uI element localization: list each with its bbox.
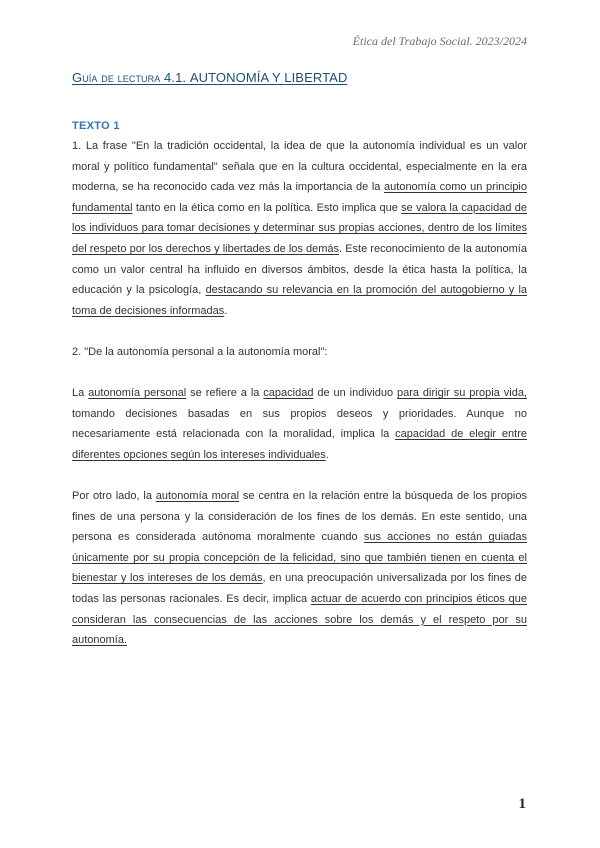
paragraph-1-highlight-2: se valora la capacidad de los individuos para tomar decisiones y determinar sus propias acciones, dentro de los límites del respeto por los derechos y libertades de los demás bbox=[72, 201, 528, 255]
title-prefix: Guía de lectura 4.1. bbox=[72, 70, 190, 85]
paragraph-1-highlight-1: autonomía como un principio fundamental bbox=[72, 181, 527, 214]
page-number: 1 bbox=[518, 796, 526, 812]
paragraph-4-highlight-2: sus acciones no están guiadas únicamente por su propia concepción de la felicidad, sino que también tienen en cuenta el bienestar y los intereses de los demás bbox=[72, 531, 527, 585]
paragraph-3-text-2: se refiere a la bbox=[186, 387, 264, 400]
paragraph-1-text-1: 1. La frase "En la tradición occidental, la idea de que la autonomía individual es un valor moral y político fundamental" señala que en la cultura occidental, especialmente en la era moderna, se ha reconocido cada vez más la importancia de la bbox=[72, 140, 527, 194]
paragraph-1-text-3: . Este reconocimiento de la autonomía como un valor central ha influido en diversos ámbitos, desde la ética hasta la política, la educación y la psicología, bbox=[72, 242, 527, 297]
running-header: Ética del Trabajo Social. 2023/2024 bbox=[352, 34, 527, 48]
paragraph-1-highlight-3: destacando su relevancia en la promoción del autogobierno y la toma de decisiones informadas bbox=[72, 284, 528, 317]
section-label: TEXTO 1 bbox=[72, 120, 120, 132]
paragraph-3-text-3: de un individuo bbox=[313, 387, 397, 400]
paragraph-4-highlight-3: actuar de acuerdo con principios éticos que consideran las consecuencias de las acciones sobre los demás y el respeto por su autonomía. bbox=[72, 593, 528, 647]
paragraph-3 bbox=[72, 383, 527, 465]
paragraph-4-text-3: , en una preocupación universalizada por los fines de todas las personas racionales. Es decir, implica bbox=[72, 572, 527, 606]
paragraph-3-highlight-2: capacidad bbox=[263, 387, 314, 400]
paragraph-3-text-4: tomando decisiones basadas en sus propios deseos y prioridades. Aunque no necesariamente está relacionada con la moralidad, implica la bbox=[72, 407, 527, 441]
page-title bbox=[72, 70, 347, 85]
paragraph-1-text-4: . bbox=[224, 304, 228, 317]
paragraph-4-highlight-1: autonomía moral bbox=[155, 490, 240, 503]
paragraph-1 bbox=[72, 136, 527, 321]
paragraph-4-text-1: Por otro lado, la bbox=[72, 490, 156, 503]
paragraph-3-highlight-3: para dirigir su propia vida, bbox=[397, 387, 527, 400]
paragraph-3-text-5: . bbox=[325, 448, 329, 461]
document-body bbox=[72, 136, 527, 651]
paragraph-3-highlight-4: capacidad de elegir entre diferentes opciones según los intereses individuales bbox=[72, 428, 527, 461]
paragraph-4-text-2: se centra en la relación entre la búsqueda de los propios fines de una persona y la consideración de los fines de los demás. En este sentido, una persona es considerada autónoma moralmente cuando bbox=[72, 490, 527, 544]
title-main: AUTONOMÍA Y LIBERTAD bbox=[189, 70, 348, 85]
paragraph-3-highlight-1: autonomía personal bbox=[88, 387, 187, 400]
paragraph-3-text-1: La bbox=[72, 387, 89, 400]
paragraph-4 bbox=[72, 486, 527, 651]
paragraph-1-text-2: tanto en la ética como en la política. Esto implica que bbox=[132, 201, 402, 214]
paragraph-2: 2. "De la autonomía personal a la autonomía moral": bbox=[72, 345, 328, 358]
